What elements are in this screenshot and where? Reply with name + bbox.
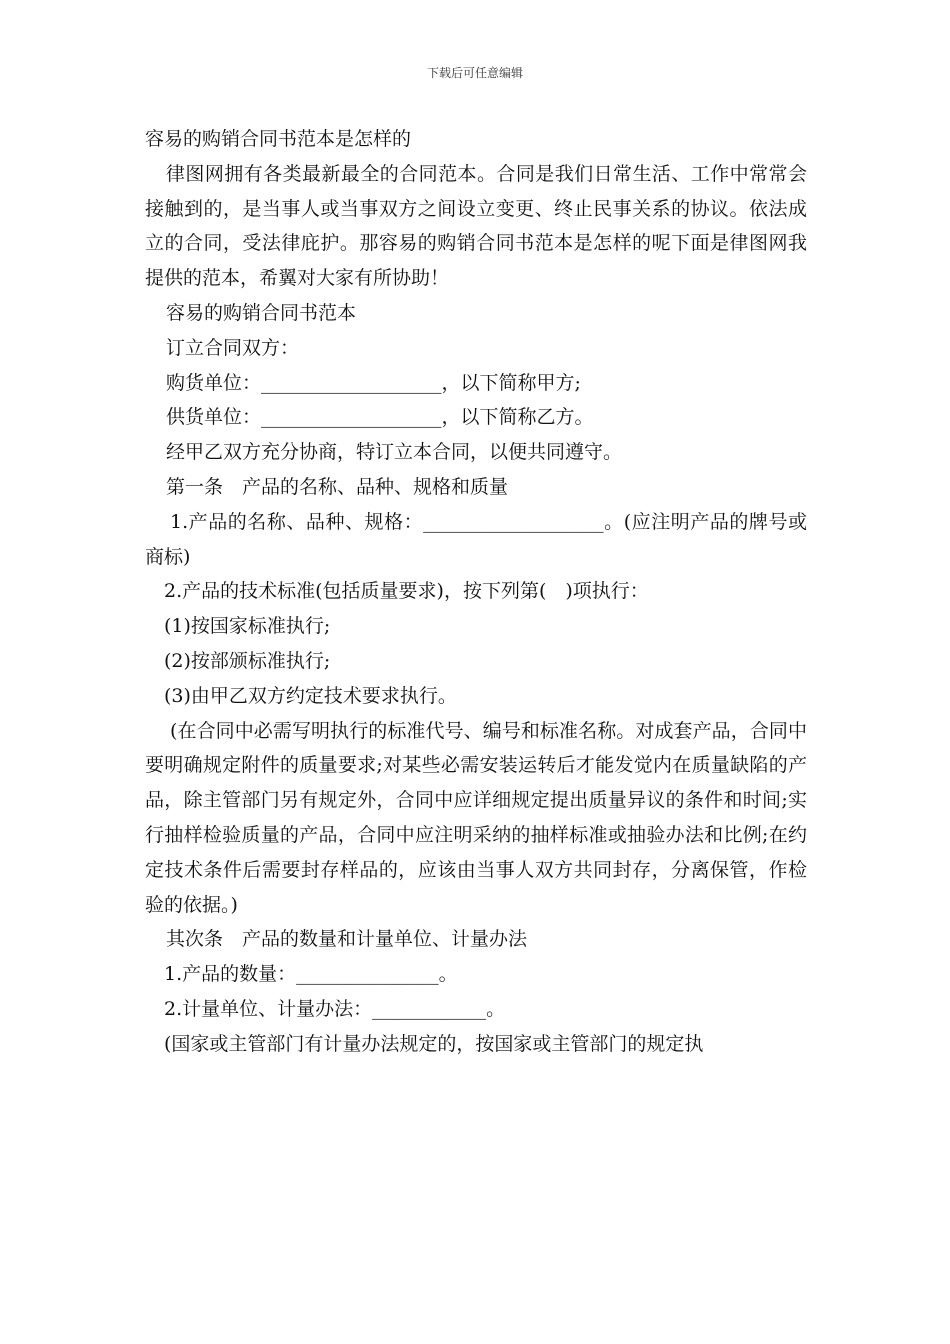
page-header: 下载后可任意编辑	[426, 66, 523, 80]
standard-option-1: (1)按国家标准执行;	[164, 615, 331, 638]
intro-paragraph: 律图网拥有各类最新最全的合同范本。合同是我们日常生活、工作中常常会接触到的，是当事人或当事双方之间设立变更、终止民事关系的协议。依法成立的合同，受法律庇护。那容易的购销合同书范本是怎样的呢下面是律图网我提供的范本，希翼对大家有所协助！	[145, 162, 807, 290]
article-1-item-2: 2.产品的技术标准(包括质量要求)，按下列第( )项执行：	[164, 580, 649, 603]
measurement-note-paragraph: (国家或主管部门有计量办法规定的，按国家或主管部门的规定执	[164, 1032, 704, 1055]
standard-option-2: (2)按部颁标准执行;	[164, 649, 331, 672]
article-2-item-2: 2.计量单位、计量办法：____________。	[164, 997, 506, 1020]
article-1-item-1: 1.产品的名称、品种、规格：___________________。(应注明产品的牌号或商标)	[145, 510, 807, 568]
agreement-line: 经甲乙双方充分协商，特订立本合同，以便共同遵守。	[166, 441, 623, 464]
standard-option-3: (3)由甲乙双方约定技术要求执行。	[164, 684, 457, 707]
document-body	[145, 122, 807, 1062]
buyer-line: 购货单位：___________________，以下简称甲方;	[166, 371, 581, 394]
article-2-item-1: 1.产品的数量：_______________。	[164, 963, 458, 986]
article-2-heading: 其次条 产品的数量和计量单位、计量办法	[166, 928, 528, 951]
document-title: 容易的购销合同书范本是怎样的	[145, 128, 412, 150]
parties-heading: 订立合同双方：	[166, 336, 300, 359]
template-heading: 容易的购销合同书范本	[166, 301, 357, 324]
article-1-heading: 第一条 产品的名称、品种、规格和质量	[166, 475, 509, 498]
supplier-line: 供货单位：___________________，以下简称乙方。	[166, 406, 594, 429]
quality-note-paragraph: (在合同中必需写明执行的标准代号、编号和标准名称。对成套产品，合同中要明确规定附件的质量要求;对某些必需安装运转后才能发觉内在质量缺陷的产品，除主管部门另有规定外，合同中应详细规定提出质量异议的条件和时间;实行抽样检验质量的产品，合同中应注明采纳的抽样标准或抽验办法和比例;在约定技术条件后需要封存样品的，应该由当事人双方共同封存，分离保管，作检验的依据。)	[145, 719, 807, 916]
